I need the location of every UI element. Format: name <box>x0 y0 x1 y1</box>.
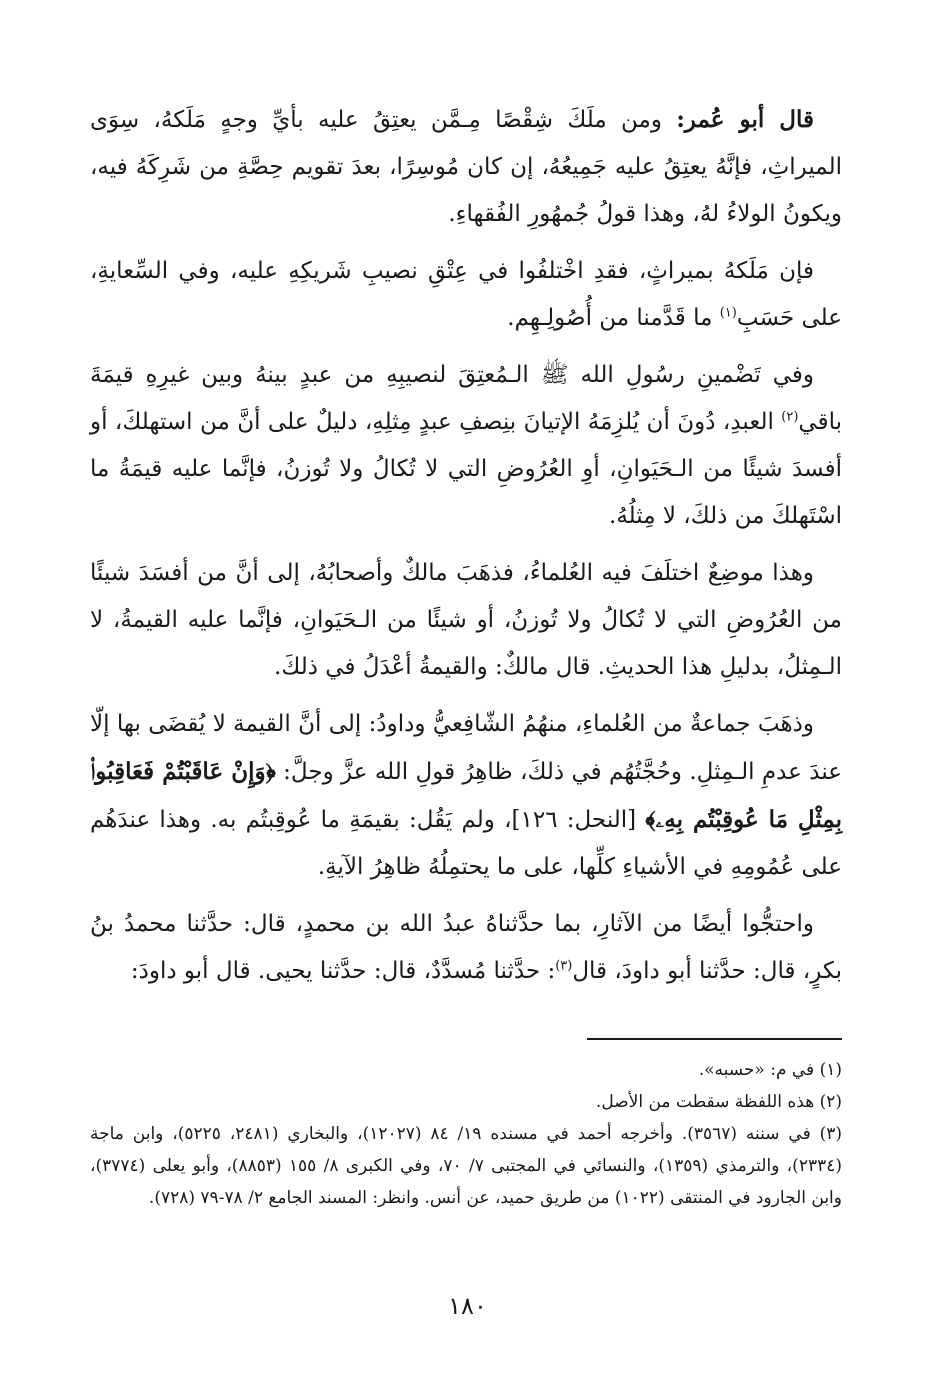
paragraph-text: ومن ملَكَ شِقْصًا مِـمَّن يعتِقُ عليه بأيِّ وجهٍ مَلَكهُ، سِوَى الميراثِ، فإنَّهُ يعتِقُ عليه جَمِيعُهُ، إن كان مُوسِرًا، بعدَ تقويم حِصَّةِ من شَرِكَهُ فيه، ويكونُ الولاءُ لهُ، وهذا قولُ جُمهُورِ الفُقهاءِ. <box>90 107 842 227</box>
main-text <box>90 96 842 995</box>
paragraph-text: وذهَبَ جماعةٌ من العُلماءِ، منهُمُ الشّافِعيُّ وداودُ: إلى أنَّ القيمة لا يُقضَى بها إلّا عندَ عدمِ الـمِثلِ. وحُجَّتُهُم في ذلكَ، ظاهِرُ قولِ الله عزَّ وجلَّ: <box>90 711 842 785</box>
footnote-ref-1[interactable]: (١) <box>719 305 737 321</box>
paragraph-5 <box>90 701 842 891</box>
footnote-1: (١) في م: «حسبه». <box>698 1060 842 1080</box>
footnote-ref-3[interactable]: (٣) <box>555 958 573 974</box>
paragraph-text: [النحل: ١٢٦]، ولم يَقُل: بقيمَةِ ما عُوقِبتُم به. وهذا عندَهُم على عُمُومِهِ في الأشياءِ كلِّها، على ما يحتمِلُهُ ظاهِرُ الآيةِ. <box>90 807 842 880</box>
paragraph-lead: قال أبو عُمر: <box>676 106 814 133</box>
paragraph-2 <box>90 248 842 342</box>
paragraph-6 <box>90 901 842 995</box>
paragraph-text: : حدَّثنا مُسدَّدٌ، قال: حدَّثنا يحيى. قال أبو داودَ: <box>130 958 556 984</box>
footnote-3: (٣) في سننه (٣٥٦٧). وأخرجه أحمد في مسنده ١٩/ ٨٤ (١٢٠٢٧)، والبخاري (٢٤٨١، ٥٢٢٥)، وابن ماجة (٢٣٣٤)، والترمذي (١٣٥٩)، والنسائي في المجتبى ٧/ ٧٠، وفي الكبرى ٨/ ١٥٥ (٨٨٥٣)، وأبو يعلى (٣٧٧٤)، وابن الجارود في المنتقى (١٠٢٢) من طريق حميد، عن أنس. وانظر: المسند الجامع ٢/ ٧٨-٧٩ (٧٢٨). <box>90 1124 842 1208</box>
page-number: ١٨٠ <box>448 1292 487 1320</box>
paragraph-3 <box>90 352 842 540</box>
paragraph-4 <box>90 550 842 691</box>
page-body <box>90 96 842 1005</box>
paragraph-1 <box>90 96 842 238</box>
footnote-ref-2[interactable]: (٢) <box>781 409 799 425</box>
paragraph-text: واحتجُّوا أيضًا من الآثارِ، بما حدَّثناهُ عبدُ الله بن محمدٍ، قال: حدَّثنا محمدُ بنُ بكرٍ، قال: حدَّثنا أبو داودَ، قال <box>90 911 842 984</box>
paragraph-text: ما قَدَّمنا من أُصُولِـهِم. <box>507 305 720 331</box>
paragraph-text: وفي تَضْمينِ رسُولِ الله ﷺ الـمُعتِقَ لنصيبِهِ من عبدٍ بينهُ وبين غيرِهِ قيمَةَ باقي <box>90 362 842 435</box>
footnotes <box>90 1054 842 1214</box>
footnote-2: (٢) هذه اللفظة سقطت من الأصل. <box>595 1092 842 1112</box>
paragraph-text: فإن مَلَكهُ بميراثٍ، فقدِ اخْتلفُوا في عِتْقِ نصيبِ شَريكِهِ عليه، وفي السِّعايةِ، على حَسَبِ <box>90 258 842 331</box>
paragraph-text: وهذا موضِعٌ اختلَفَ فيه العُلماءُ، فذهَبَ مالكٌ وأصحابُهُ، إلى أنَّ من أفسَدَ شيئًا من العُرُوضِ التي لا تُكالُ ولا تُوزنُ، أو شيئًا من الـحَيَوانِ، فإنَّما عليه القيمةُ، لا الـمِثلُ، بدليلِ هذا الحديثِ. قال مالكٌ: والقيمةُ أعْدَلُ في ذلكَ. <box>90 560 842 680</box>
quran-quote: ﴿وَإِنْ عَاقَبْتُمْ فَعَاقِبُوا۟ بِمِثْلِ مَا عُوقِبْتُم بِهِۦ﴾ <box>90 758 842 833</box>
paragraph-text: العبدِ، دُونَ أن يُلزِمَهُ الإتيانَ بنِصفِ عبدٍ مِثلِهِ، دليلٌ على أنَّ من استهلكَ، أو أفسدَ شيئًا من الـحَيَوانِ، أوِ العُرُوضِ التي لا تُكالُ ولا تُوزنُ، فإنَّما عليه قيمَةُ ما اسْتَهلكَ من ذلكَ، لا مِثلُهُ. <box>90 409 842 529</box>
footnote-divider <box>587 1038 842 1040</box>
